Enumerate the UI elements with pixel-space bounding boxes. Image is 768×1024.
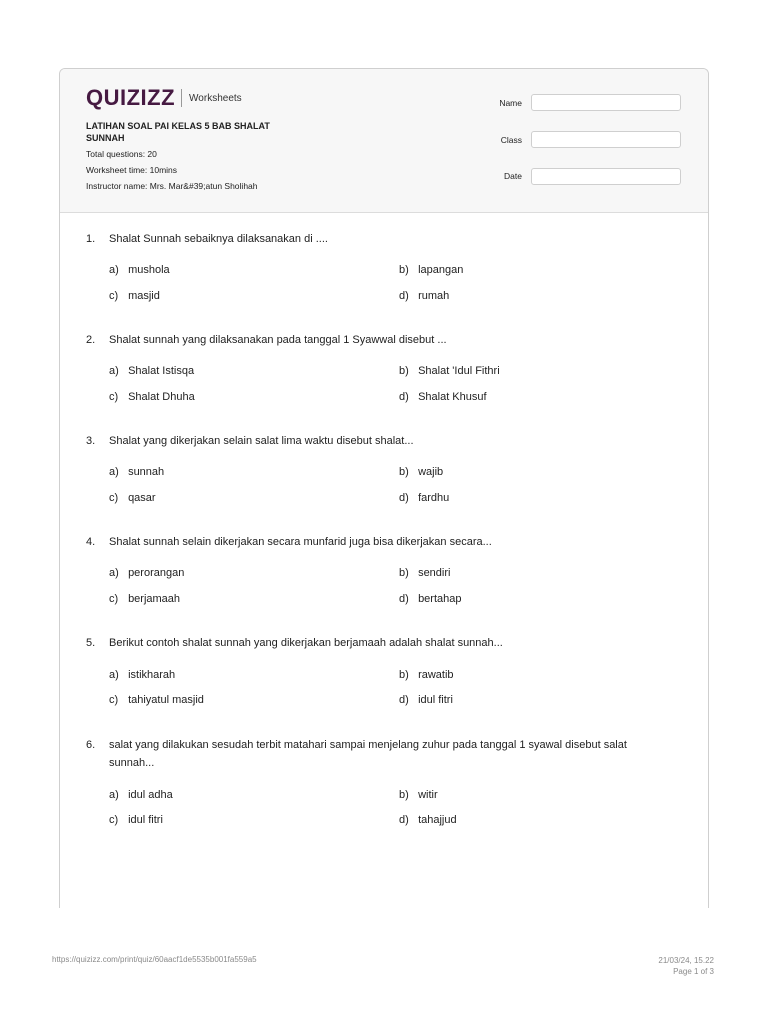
option-letter: d) bbox=[399, 391, 409, 403]
option-letter: b) bbox=[399, 264, 409, 276]
option-text: lapangan bbox=[418, 264, 464, 276]
name-label: Name bbox=[499, 98, 522, 108]
option-text: fardhu bbox=[418, 492, 450, 504]
option-d bbox=[399, 694, 453, 706]
option-text: witir bbox=[418, 789, 438, 801]
worksheet-title: LATIHAN SOAL PAI KELAS 5 BAB SHALAT SUNNAH bbox=[86, 121, 270, 143]
question-text: Shalat Sunnah sebaiknya dilaksanakan di .... bbox=[109, 233, 328, 245]
question-text: Shalat sunnah selain dikerjakan secara munfarid juga bisa dikerjakan secara... bbox=[109, 536, 492, 548]
option-a bbox=[109, 789, 173, 801]
question-number: 6. bbox=[86, 739, 96, 751]
question-text: salat yang dilakukan sesudah terbit matahari sampai menjelang zuhur pada tanggal 1 syawal disebut salat sunnah... bbox=[109, 739, 627, 769]
option-letter: c) bbox=[109, 593, 119, 605]
logo-subtitle: Worksheets bbox=[189, 92, 242, 104]
option-letter: b) bbox=[399, 567, 409, 579]
page-number: Page 1 of 3 bbox=[673, 967, 714, 976]
option-letter: a) bbox=[109, 264, 119, 276]
quizizz-logo: QUIZIZZ bbox=[86, 85, 176, 110]
option-text: Shalat Khusuf bbox=[418, 391, 487, 403]
option-letter: c) bbox=[109, 391, 119, 403]
date-field[interactable] bbox=[531, 168, 681, 185]
option-b bbox=[399, 789, 438, 801]
option-letter: a) bbox=[109, 466, 119, 478]
worksheet-time: Worksheet time: 10mins bbox=[86, 165, 178, 175]
option-text: wajib bbox=[418, 466, 444, 478]
option-c bbox=[109, 391, 195, 403]
option-c bbox=[109, 694, 204, 706]
option-letter: c) bbox=[109, 492, 119, 504]
option-a bbox=[109, 264, 170, 276]
total-questions: Total questions: 20 bbox=[86, 149, 157, 159]
name-field[interactable] bbox=[531, 94, 681, 111]
question-number: 2. bbox=[86, 334, 96, 346]
instructor-name: Instructor name: Mrs. Mar&#39;atun Sholihah bbox=[86, 181, 258, 191]
option-a bbox=[109, 669, 175, 681]
question-text: Shalat sunnah yang dilaksanakan pada tanggal 1 Syawwal disebut ... bbox=[109, 334, 447, 346]
option-letter: b) bbox=[399, 466, 409, 478]
option-d bbox=[399, 290, 449, 302]
option-a bbox=[109, 567, 184, 579]
option-text: qasar bbox=[128, 492, 156, 504]
question-number: 1. bbox=[86, 233, 96, 245]
question-number: 3. bbox=[86, 435, 96, 447]
question-text: Berikut contoh shalat sunnah yang dikerjakan berjamaah adalah shalat sunnah... bbox=[109, 637, 503, 649]
date-label: Date bbox=[504, 171, 522, 181]
option-d bbox=[399, 593, 462, 605]
option-letter: d) bbox=[399, 492, 409, 504]
option-text: rawatib bbox=[418, 669, 454, 681]
logo-divider bbox=[181, 89, 182, 107]
footer-info bbox=[658, 955, 714, 977]
option-d bbox=[399, 814, 457, 826]
option-text: masjid bbox=[128, 290, 160, 302]
question-text: Shalat yang dikerjakan selain salat lima waktu disebut shalat... bbox=[109, 435, 414, 447]
brand bbox=[86, 85, 242, 111]
option-d bbox=[399, 391, 487, 403]
option-text: sendiri bbox=[418, 567, 451, 579]
option-b bbox=[399, 264, 463, 276]
option-text: mushola bbox=[128, 264, 170, 276]
option-text: tahiyatul masjid bbox=[128, 694, 204, 706]
option-letter: a) bbox=[109, 567, 119, 579]
option-b bbox=[399, 466, 443, 478]
option-b bbox=[399, 567, 450, 579]
option-text: Shalat Istisqa bbox=[128, 365, 195, 377]
worksheet-sheet bbox=[59, 68, 709, 908]
option-text: idul fitri bbox=[418, 694, 453, 706]
option-text: istikharah bbox=[128, 669, 176, 681]
option-letter: a) bbox=[109, 669, 119, 681]
option-text: sunnah bbox=[128, 466, 165, 478]
option-a bbox=[109, 365, 194, 377]
option-letter: d) bbox=[399, 290, 409, 302]
print-datetime: 21/03/24, 15.22 bbox=[658, 956, 714, 965]
option-a bbox=[109, 466, 164, 478]
option-text: bertahap bbox=[418, 593, 462, 605]
class-field[interactable] bbox=[531, 131, 681, 148]
option-letter: a) bbox=[109, 789, 119, 801]
option-text: idul adha bbox=[128, 789, 173, 801]
option-c bbox=[109, 492, 156, 504]
worksheet-header bbox=[60, 69, 708, 213]
option-c bbox=[109, 290, 160, 302]
option-text: rumah bbox=[418, 290, 450, 302]
option-b bbox=[399, 365, 500, 377]
footer-url: https://quizizz.com/print/quiz/60aacf1de5535b001fa559a5 bbox=[52, 955, 257, 964]
option-letter: d) bbox=[399, 814, 409, 826]
option-text: berjamaah bbox=[128, 593, 181, 605]
option-letter: c) bbox=[109, 290, 119, 302]
option-text: tahajjud bbox=[418, 814, 457, 826]
option-c bbox=[109, 814, 163, 826]
option-text: perorangan bbox=[128, 567, 185, 579]
option-text: Shalat Dhuha bbox=[128, 391, 195, 403]
option-d bbox=[399, 492, 449, 504]
option-letter: b) bbox=[399, 789, 409, 801]
option-text: Shalat 'Idul Fithri bbox=[418, 365, 500, 377]
option-letter: c) bbox=[109, 814, 119, 826]
question-number: 5. bbox=[86, 637, 96, 649]
option-b bbox=[399, 669, 454, 681]
class-label: Class bbox=[500, 135, 522, 145]
question-number: 4. bbox=[86, 536, 96, 548]
option-letter: d) bbox=[399, 694, 409, 706]
option-letter: b) bbox=[399, 669, 409, 681]
option-letter: a) bbox=[109, 365, 119, 377]
option-c bbox=[109, 593, 180, 605]
option-letter: c) bbox=[109, 694, 119, 706]
option-letter: b) bbox=[399, 365, 409, 377]
option-letter: d) bbox=[399, 593, 409, 605]
option-text: idul fitri bbox=[128, 814, 163, 826]
